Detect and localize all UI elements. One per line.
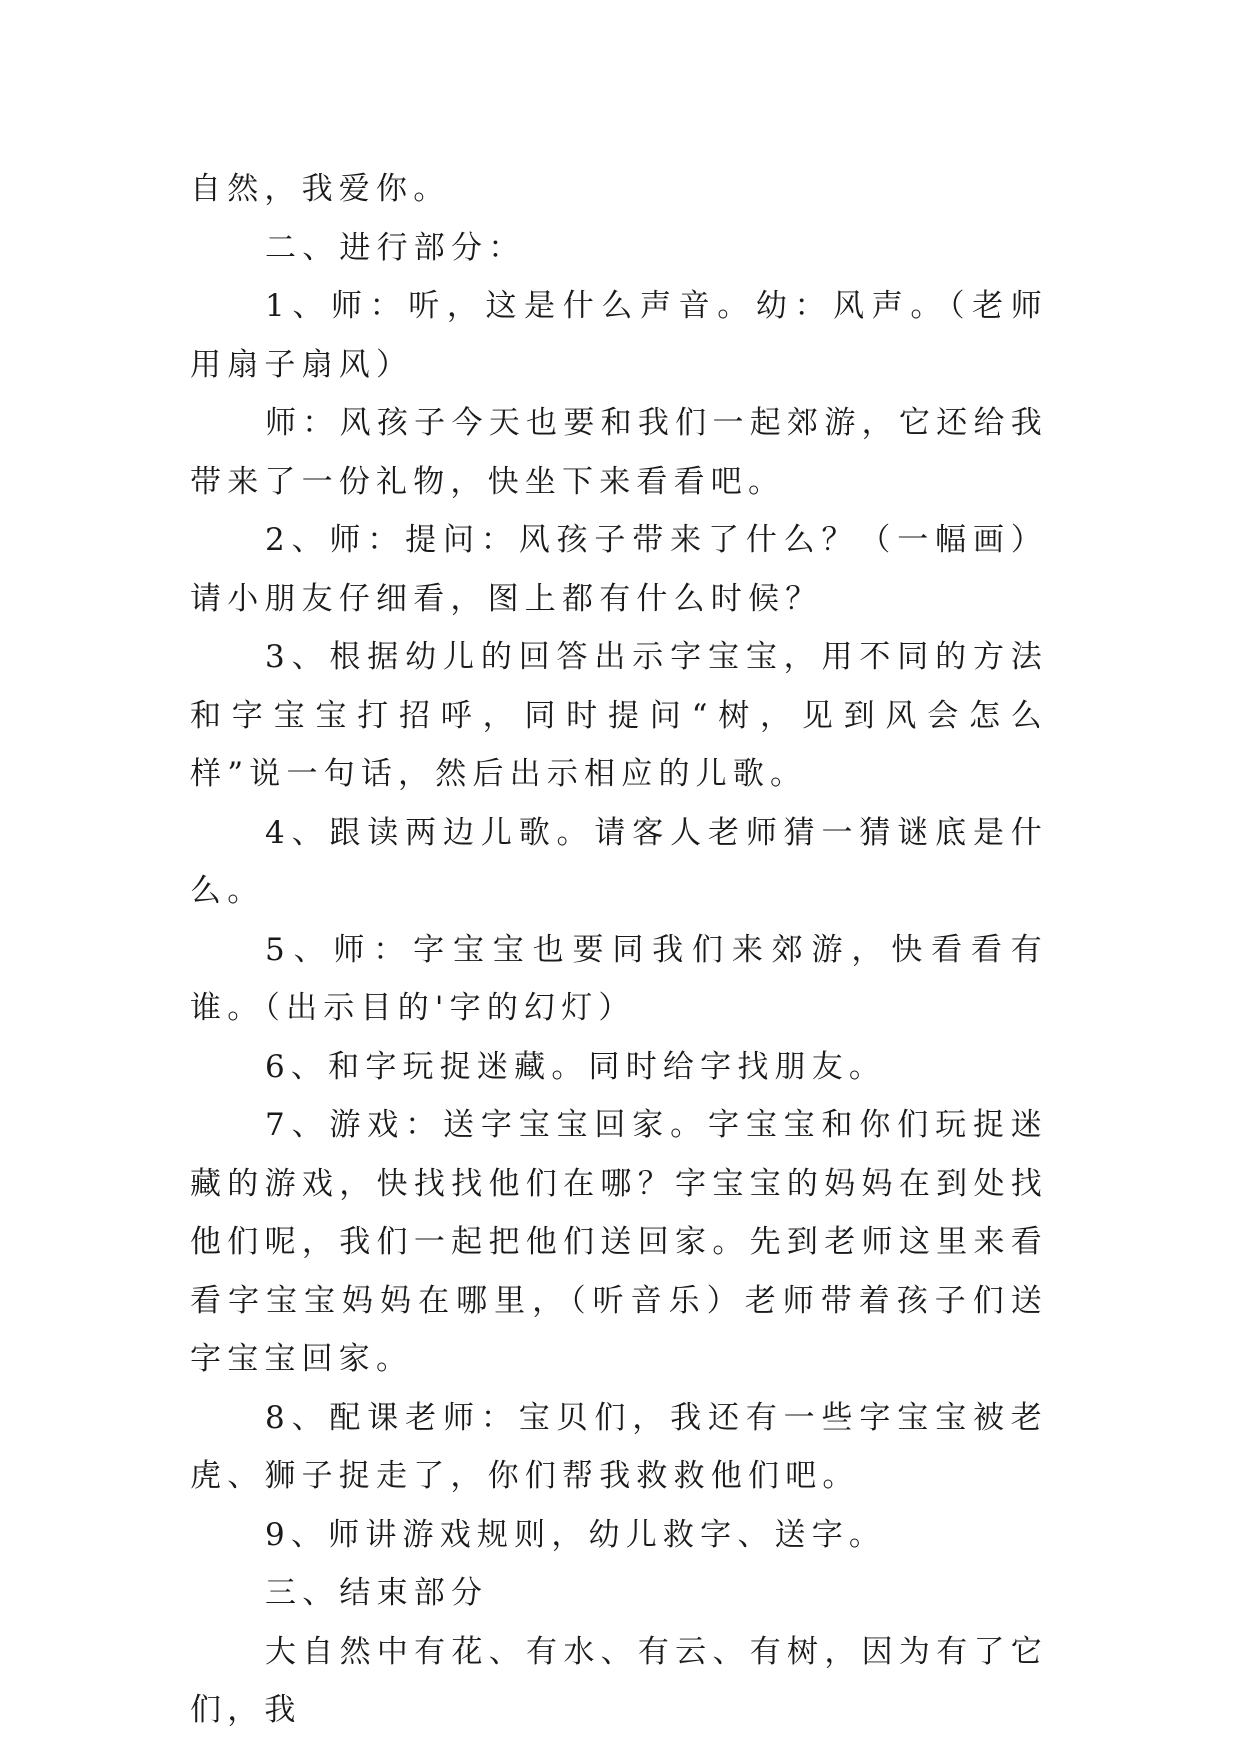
section-heading-main: 二、进行部分： <box>265 229 526 266</box>
paragraph-step-7: 7、游戏：送字宝宝回家。字宝宝和你们玩捉迷藏的游戏，快找找他们在哪？字宝宝的妈妈在到处找他们呢，我们一起把他们送回家。先到老师这里来看看字宝宝妈妈在哪里，（听音乐）老师带着孩子们送字宝宝回家。 <box>190 1107 1048 1377</box>
paragraph-continuation: 自然，我爱你。 <box>190 171 451 207</box>
section-heading-ending: 三、结束部分 <box>265 1575 489 1611</box>
document-body <box>190 160 1048 1740</box>
paragraph-step-4: 4、跟读两边儿歌。请客人老师猜一猜谜底是什么。 <box>190 814 1048 909</box>
paragraph-step-9: 9、师讲游戏规则，幼儿救字、送字。 <box>265 1516 887 1553</box>
paragraph-step-6: 6、和字玩捉迷藏。同时给字找朋友。 <box>265 1048 887 1085</box>
paragraph-step-5: 5、师：字宝宝也要同我们来郊游，快看看有谁。（出示目的'字的幻灯） <box>190 931 1048 1026</box>
paragraph-ending: 大自然中有花、有水、有云、有树，因为有了它们，我 <box>190 1633 1048 1728</box>
paragraph-teacher-gift: 师：风孩子今天也要和我们一起郊游，它还给我带来了一份礼物，快坐下来看看吧。 <box>190 405 1048 500</box>
paragraph-step-3: 3、根据幼儿的回答出示字宝宝，用不同的方法和字宝宝打招呼，同时提问“树，见到风会怎么样”说一句话，然后出示相应的儿歌。 <box>190 639 1048 792</box>
paragraph-step-8: 8、配课老师：宝贝们，我还有一些字宝宝被老虎、狮子捉走了，你们帮我救救他们吧。 <box>190 1399 1048 1494</box>
paragraph-step-1: 1、师：听，这是什么声音。幼：风声。（老师用扇子扇风） <box>190 288 1048 383</box>
paragraph-step-2: 2、师：提问：风孩子带来了什么？（一幅画）请小朋友仔细看，图上都有什么时候？ <box>190 522 1048 617</box>
